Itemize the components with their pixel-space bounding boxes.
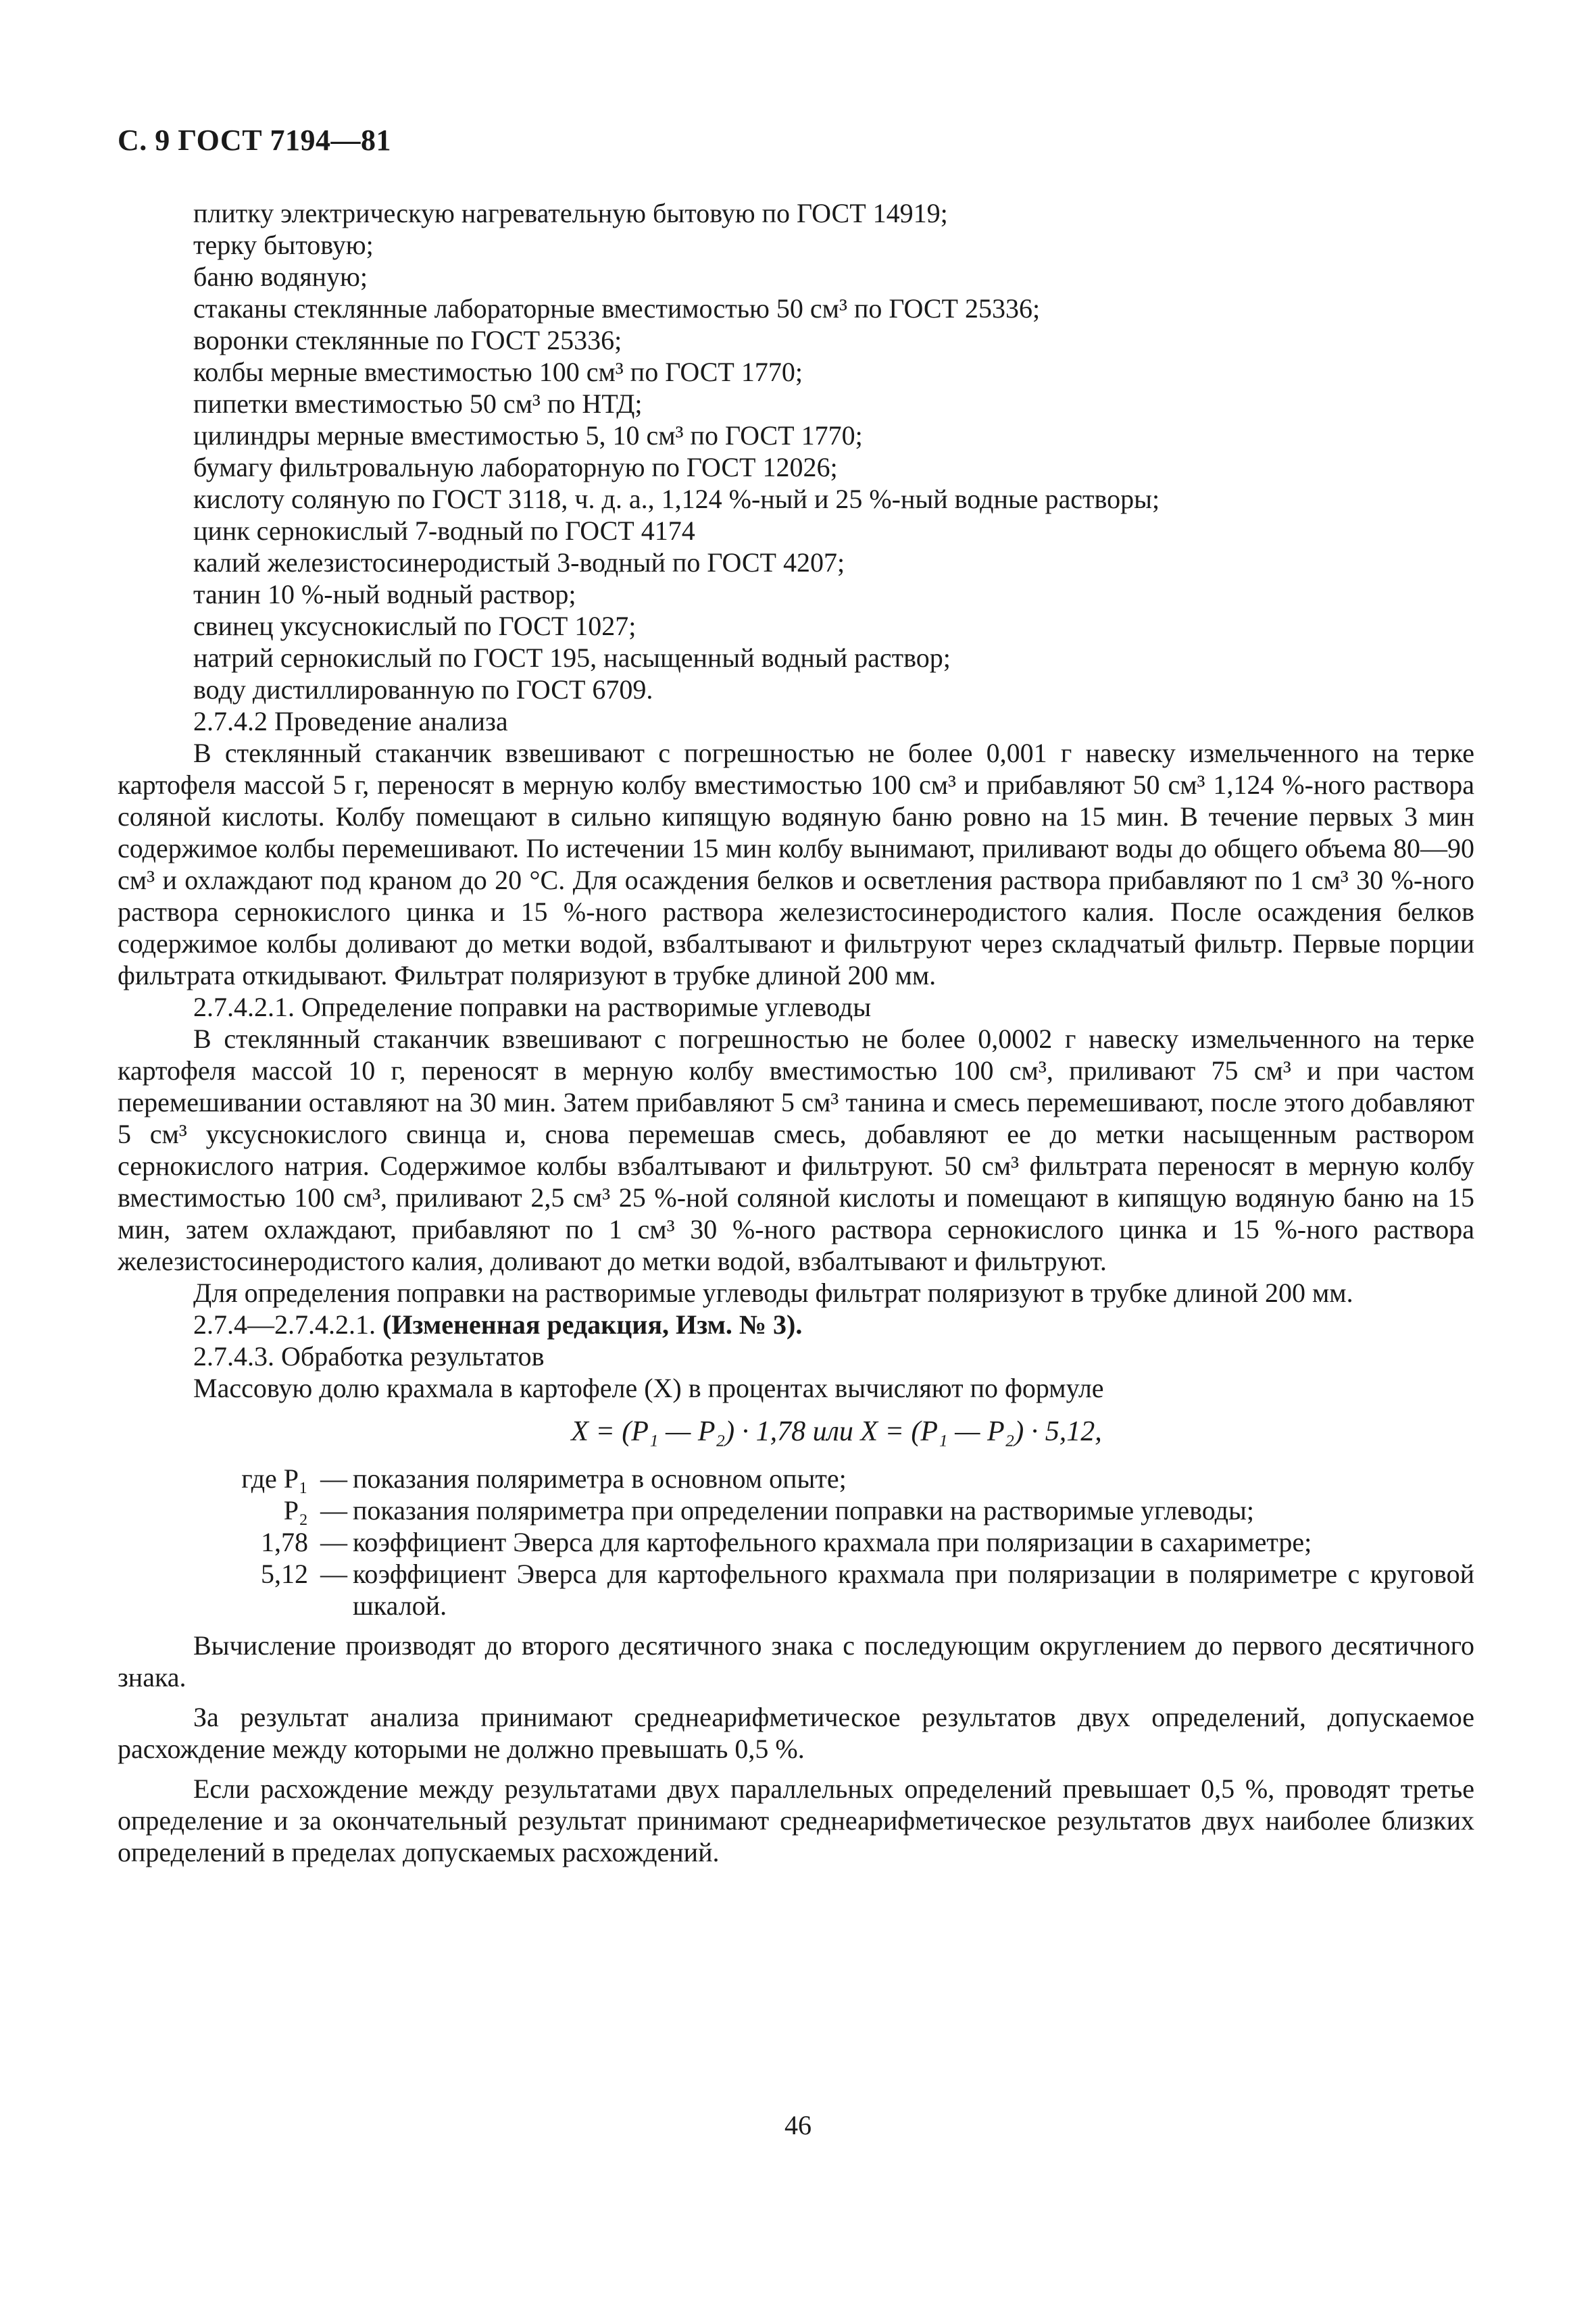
section-heading-2742: 2.7.4.2 Проведение анализа	[193, 706, 508, 736]
list-item: колбы мерные вместимостью 100 см³ по ГОСТ 1770;	[193, 357, 803, 387]
list-item: натрий сернокислый по ГОСТ 195, насыщенный водный раствор;	[193, 643, 951, 673]
section-heading-2743: 2.7.4.3. Обработка результатов	[193, 1341, 545, 1372]
paragraph-correction-polarize: Для определения поправки на растворимые углеводы фильтрат поляризуют в трубке длиной 200 мм.	[193, 1278, 1353, 1308]
page-content	[118, 197, 1474, 1868]
list-item: калий железистосинеродистый 3-водный по ГОСТ 4207;	[193, 547, 845, 578]
list-item: танин 10 %-ный водный раствор;	[193, 579, 576, 609]
legend-definition: коэффициент Эверса для картофельного крахмала при поляризации в сахариметре;	[353, 1527, 1312, 1557]
legend-dash: —	[320, 1495, 347, 1526]
legend-symbol: P₂	[283, 1495, 308, 1526]
page-number: 46	[784, 2110, 812, 2140]
amendment-label: (Измененная редакция, Изм. № 3).	[382, 1309, 803, 1340]
section-heading-27421: 2.7.4.2.1. Определение поправки на растворимые углеводы	[193, 992, 872, 1022]
formula: X = (P₁ — P₂) · 1,78 или X = (P₁ — P₂) · 5,12,	[571, 1416, 1102, 1447]
page-header: С. 9 ГОСТ 7194—81	[118, 124, 392, 157]
amendment-range: 2.7.4—2.7.4.2.1.	[193, 1309, 382, 1340]
legend-definition: показания поляриметра при определении поправки на растворимые углеводы;	[353, 1495, 1254, 1526]
legend-definition: коэффициент Эверса для картофельного крахмала при поляризации в поляриметре с круговой шкалой.	[353, 1559, 1474, 1621]
paragraph-result: За результат анализа принимают среднеарифметическое результатов двух определений, допускаемое расхождение между которыми не должно превышать 0,5 %.	[118, 1702, 1474, 1764]
legend-symbol: 5,12	[261, 1559, 308, 1589]
list-item: кислоту соляную по ГОСТ 3118, ч. д. а., 1,124 %-ный и 25 %-ный водные растворы;	[193, 484, 1160, 514]
list-item: стаканы стеклянные лабораторные вместимостью 50 см³ по ГОСТ 25336;	[193, 293, 1041, 324]
list-item: плитку электрическую нагревательную бытовую по ГОСТ 14919;	[193, 198, 948, 228]
legend-symbol: 1,78	[261, 1527, 308, 1557]
list-item: цинк сернокислый 7-водный по ГОСТ 4174	[193, 515, 695, 546]
legend-definition: показания поляриметра в основном опыте;	[353, 1463, 847, 1494]
formula-legend-row	[118, 1526, 1474, 1558]
amendment-note	[118, 1309, 1474, 1340]
legend-dash: —	[320, 1559, 347, 1589]
paragraph-discrepancy: Если расхождение между результатами двух параллельных определений превышает 0,5 %, проводят третье определение и за окончательный результат принимают среднеарифметическое результатов двух наиболее близких определений в пределах допускаемых расхождений.	[118, 1774, 1474, 1867]
formula-legend-row	[118, 1463, 1474, 1494]
formula-intro: Массовую долю крахмала в картофеле (X) в процентах вычисляют по формуле	[193, 1373, 1104, 1403]
list-item: воду дистиллированную по ГОСТ 6709.	[193, 674, 653, 705]
formula-legend-row	[118, 1494, 1474, 1526]
list-item: бумагу фильтровальную лабораторную по ГОСТ 12026;	[193, 452, 838, 482]
list-item: терку бытовую;	[193, 230, 374, 260]
list-item: пипетки вместимостью 50 см³ по НТД;	[193, 388, 643, 419]
legend-symbol: где P₁	[241, 1463, 308, 1494]
legend-dash: —	[320, 1463, 347, 1494]
paragraph-correction: В стеклянный стаканчик взвешивают с погрешностью не более 0,0002 г навеску измельченного на терке картофеля массой 10 г, переносят в мерную колбу вместимостью 100 см³, приливают 75 см³ и при частом перемешивании оставляют на 30 мин. Затем прибавляют 5 см³ танина и смесь перемешивают, после этого добавляют 5 см³ уксуснокислого свинца и, снова перемешав смесь, добавляют ее до метки насыщенным раствором сернокислого натрия. Содержимое колбы взбалтывают и фильтруют. 50 см³ фильтрата переносят в мерную колбу вместимостью 100 см³, приливают 2,5 см³ 25 %-ной соляной кислоты и помещают в кипящую водяную баню на 15 мин, затем охлаждают, прибавляют по 1 см³ 30 %-ного раствора сернокислого цинка и 15 %-ного раствора железистосинеродистого калия, доливают до метки водой, взбалтывают и фильтруют.	[118, 1024, 1474, 1276]
list-item: цилиндры мерные вместимостью 5, 10 см³ по ГОСТ 1770;	[193, 420, 863, 451]
legend-dash: —	[320, 1527, 347, 1557]
list-item: воронки стеклянные по ГОСТ 25336;	[193, 325, 622, 355]
paragraph-analysis: В стеклянный стаканчик взвешивают с погрешностью не более 0,001 г навеску измельченного на терке картофеля массой 5 г, переносят в мерную колбу вместимостью 100 см³ и прибавляют 50 см³ 1,124 %-ного раствора соляной кислоты. Колбу помещают в сильно кипящую водяную баню ровно на 15 мин. В течение первых 3 мин содержимое колбы перемешивают. По истечении 15 мин колбу вынимают, приливают воды до общего объема 80—90 см³ и охлаждают под краном до 20 °С. Для осаждения белков и осветления раствора прибавляют по 1 см³ 30 %-ного раствора сернокислого цинка и 15 %-ного раствора железистосинеродистого калия. После осаждения белков содержимое колбы доливают до метки водой, взбалтывают и фильтруют через складчатый фильтр. Первые порции фильтрата откидывают. Фильтрат поляризуют в трубке длиной 200 мм.	[118, 738, 1474, 990]
list-item: свинец уксуснокислый по ГОСТ 1027;	[193, 611, 637, 641]
paragraph-rounding: Вычисление производят до второго десятичного знака с последующим округлением до первого десятичного знака.	[118, 1630, 1474, 1692]
list-item: баню водяную;	[193, 261, 368, 292]
formula-legend-row	[118, 1558, 1474, 1621]
